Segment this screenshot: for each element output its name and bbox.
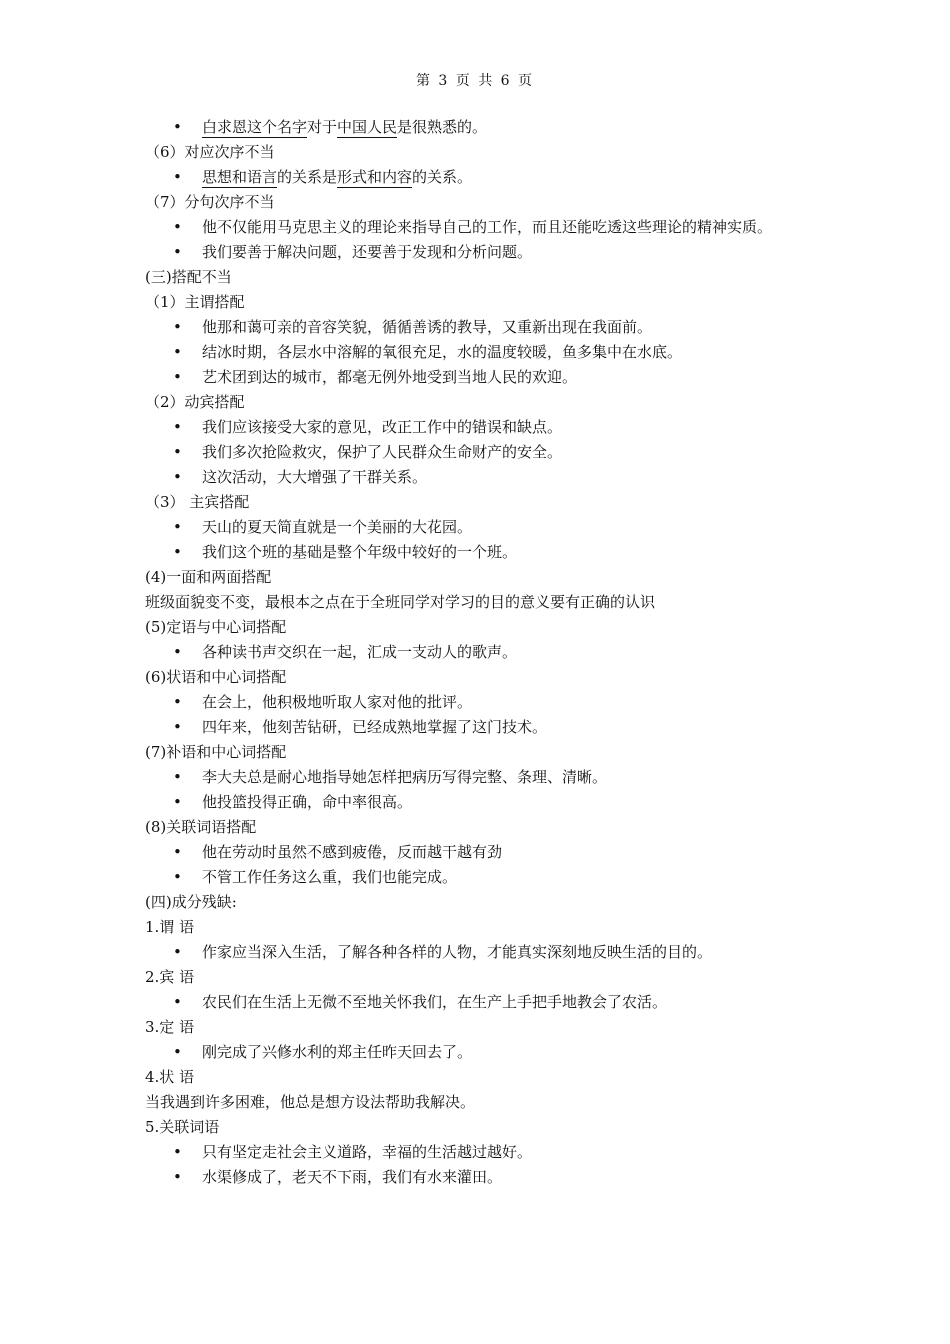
list-item: • 我们要善于解决问题，还要善于发现和分析问题。 — [145, 240, 825, 265]
subsection-heading: （3） 主宾搭配 — [145, 493, 250, 511]
list-item: • 他不仅能用马克思主义的理论来指导自己的工作，而且还能吃透这些理论的精神实质。 — [145, 215, 822, 240]
page-header: 第 3 页 共 6 页 — [415, 73, 535, 89]
list-item: • 天山的夏天简直就是一个美丽的大花园。 — [145, 515, 825, 540]
subsection-heading: （7）分句次序不当 — [145, 193, 275, 211]
subsection-heading: 5.关联词语 — [145, 1118, 220, 1136]
body-paragraph: 班级面貌变不变，最根本之点在于全班同学对学习的目的意义要有正确的认识 — [145, 593, 656, 611]
subsection-heading: (8)关联词语搭配 — [145, 818, 257, 836]
list-item: • 只有坚定走社会主义道路，幸福的生活越过越好。 — [145, 1140, 825, 1165]
subsection-heading: 3.定 语 — [145, 1018, 195, 1036]
underlined-phrase: 白求恩这个名字 — [202, 118, 308, 136]
subsection-heading: （2）动宾搭配 — [145, 393, 245, 411]
list-item: • 各种读书声交织在一起，汇成一支动人的歌声。 — [145, 640, 825, 665]
text-segment: 是很熟悉的。 — [397, 118, 488, 136]
list-item: • 他那和蔼可亲的音容笑貌，循循善诱的教导，又重新出现在我面前。 — [145, 315, 825, 340]
underlined-phrase: 中国人民 — [337, 118, 398, 136]
subsection-heading: (5)定语与中心词搭配 — [145, 618, 287, 636]
subsection-heading: (4)一面和两面搭配 — [145, 568, 272, 586]
list-item: • 四年来，他刻苦钻研，已经成熟地掌握了这门技术。 — [145, 715, 825, 740]
list-item: • 李大夫总是耐心地指导她怎样把病历写得完整、条理、清晰。 — [145, 765, 825, 790]
underlined-phrase: 思想和语言 — [202, 168, 278, 186]
list-item — [145, 165, 825, 190]
list-item: • 刚完成了兴修水利的郑主任昨天回去了。 — [145, 1040, 825, 1065]
list-item: • 我们应该接受大家的意见，改正工作中的错误和缺点。 — [145, 415, 825, 440]
subsection-heading: 4.状 语 — [145, 1068, 195, 1086]
underlined-phrase: 形式和内容 — [337, 168, 413, 186]
subsection-heading: 1.谓 语 — [145, 918, 195, 936]
subsection-heading: 2.宾 语 — [145, 968, 195, 986]
list-item: • 不管工作任务这么重，我们也能完成。 — [145, 865, 825, 890]
list-item: • 在会上，他积极地听取人家对他的批评。 — [145, 690, 825, 715]
subsection-heading: (7)补语和中心词搭配 — [145, 743, 287, 761]
list-item: • 我们这个班的基础是整个年级中较好的一个班。 — [145, 540, 825, 565]
list-item: • 他在劳动时虽然不感到疲倦，反而越干越有劲 — [145, 840, 825, 865]
list-item: • 作家应当深入生活，了解各种各样的人物，才能真实深刻地反映生活的目的。 — [145, 940, 825, 965]
text-segment: 对于 — [307, 118, 338, 136]
section-heading: (三)搭配不当 — [145, 268, 232, 286]
subsection-heading: （6）对应次序不当 — [145, 143, 275, 161]
section-heading: (四)成分残缺: — [145, 893, 237, 911]
text-segment: 的关系是 — [277, 168, 338, 186]
list-item: • 他投篮投得正确，命中率很高。 — [145, 790, 825, 815]
list-item: • 农民们在生活上无微不至地关怀我们，在生产上手把手地教会了农活。 — [145, 990, 825, 1015]
list-item: • 艺术团到达的城市，都毫无例外地受到当地人民的欢迎。 — [145, 365, 825, 390]
list-item — [145, 115, 825, 140]
subsection-heading: （1）主谓搭配 — [145, 293, 245, 311]
subsection-heading: (6)状语和中心词搭配 — [145, 668, 287, 686]
text-segment: 的关系。 — [412, 168, 473, 186]
list-item: • 这次活动，大大增强了干群关系。 — [145, 465, 825, 490]
list-item: • 水渠修成了，老天不下雨，我们有水来灌田。 — [145, 1165, 825, 1190]
body-paragraph: 当我遇到许多困难，他总是想方设法帮助我解决。 — [145, 1093, 476, 1111]
list-item: • 结冰时期，各层水中溶解的氧很充足，水的温度较暖，鱼多集中在水底。 — [145, 340, 825, 365]
document-body — [145, 115, 825, 1190]
list-item: • 我们多次抢险救灾，保护了人民群众生命财产的安全。 — [145, 440, 825, 465]
